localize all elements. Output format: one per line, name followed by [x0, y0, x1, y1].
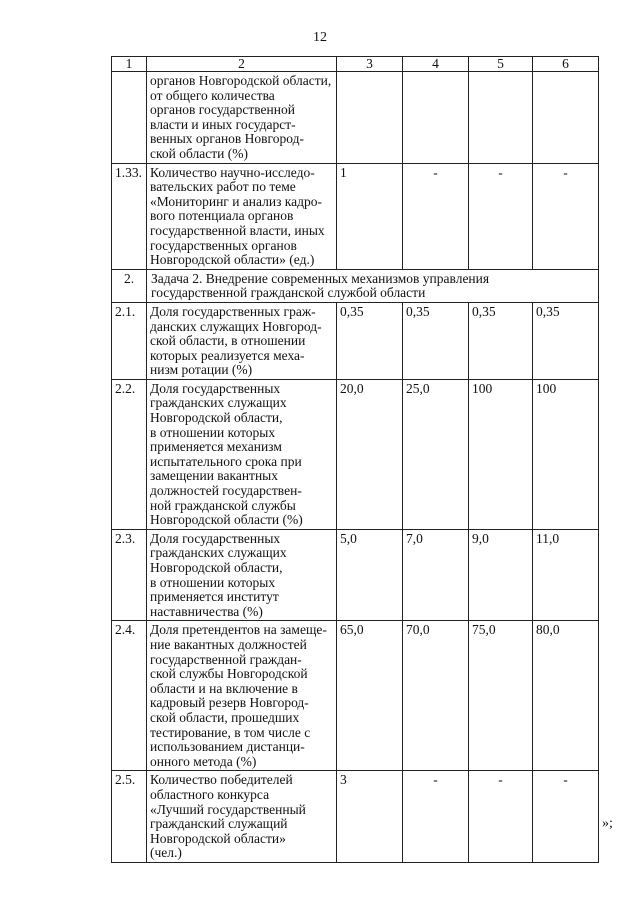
- description-line: в отношении которых: [150, 574, 276, 590]
- description-line: Новгородской области» (ед.): [150, 252, 315, 268]
- table-header-row: [112, 57, 599, 72]
- value-cell: -: [533, 163, 599, 269]
- value-cell: [533, 72, 599, 164]
- value-cell: 20,0: [337, 379, 403, 529]
- value-cell: -: [533, 771, 599, 863]
- closing-quote: »;: [602, 816, 613, 831]
- value-cell: 11,0: [533, 529, 599, 621]
- indicator-description: [147, 621, 337, 771]
- value-cell: [337, 72, 403, 164]
- description-line: органов государственной: [150, 102, 295, 118]
- description-line: должностей государствен-: [150, 483, 302, 499]
- table-row: [112, 302, 599, 379]
- description-line: Количество победителей: [150, 772, 293, 788]
- value-cell: 5,0: [337, 529, 403, 621]
- value-cell: 80,0: [533, 621, 599, 771]
- indicator-description: [147, 72, 337, 164]
- task-title: [147, 269, 599, 302]
- column-number-cell: 3: [337, 57, 403, 72]
- value-cell: 100: [469, 379, 533, 529]
- description-line: венных органов Новгород-: [150, 131, 304, 147]
- description-line: гражданских служащих: [150, 395, 287, 411]
- description-line: замещении вакантных: [150, 468, 278, 484]
- description-line: Доля государственных граж-: [150, 303, 316, 319]
- column-number-cell: 6: [533, 57, 599, 72]
- value-cell: [403, 72, 469, 164]
- description-line: применяется институт: [150, 589, 279, 605]
- description-line: ной гражданской службы: [150, 497, 296, 513]
- description-line: в отношении которых: [150, 424, 276, 440]
- description-line: от общего количества: [150, 87, 275, 103]
- task-title-line: государственной гражданской службой области: [151, 285, 426, 301]
- value-cell: 70,0: [403, 621, 469, 771]
- table-row: [112, 771, 599, 863]
- value-cell: [469, 72, 533, 164]
- table-row: [112, 529, 599, 621]
- table-row: [112, 72, 599, 164]
- task-title-line: Задача 2. Внедрение современных механизмов управления: [151, 270, 490, 286]
- description-line: использованием дистанци-: [150, 739, 305, 755]
- description-line: «Мониторинг и анализ кадро-: [150, 193, 323, 209]
- value-cell: -: [469, 771, 533, 863]
- description-line: Доля государственных: [150, 380, 281, 396]
- row-number-cell: [112, 72, 147, 164]
- description-line: Доля претендентов на замеще-: [150, 622, 327, 638]
- row-number-cell: 2.5.: [112, 771, 147, 863]
- description-line: «Лучший государственный: [150, 801, 306, 817]
- description-line: онного метода (%): [150, 753, 257, 769]
- value-cell: 25,0: [403, 379, 469, 529]
- column-number-cell: 4: [403, 57, 469, 72]
- column-number-cell: 5: [469, 57, 533, 72]
- description-line: испытательного срока при: [150, 453, 302, 469]
- indicator-description: [147, 771, 337, 863]
- description-line: государственной власти, иных: [150, 222, 325, 238]
- table-row: [112, 163, 599, 269]
- value-cell: -: [403, 771, 469, 863]
- value-cell: 7,0: [403, 529, 469, 621]
- value-cell: 65,0: [337, 621, 403, 771]
- description-line: органов Новгородской области,: [150, 73, 332, 88]
- description-line: Количество научно-исследо-: [150, 164, 315, 180]
- description-line: гражданских служащих: [150, 545, 287, 561]
- column-number-cell: 2: [147, 57, 337, 72]
- description-line: государственных органов: [150, 237, 297, 253]
- description-line: Новгородской области (%): [150, 512, 303, 528]
- description-line: низм ротации (%): [150, 362, 253, 378]
- value-cell: 75,0: [469, 621, 533, 771]
- table-row: [112, 621, 599, 771]
- indicator-description: [147, 163, 337, 269]
- description-line: власти и иных государст-: [150, 116, 296, 132]
- description-line: Новгородской области»: [150, 830, 286, 846]
- description-line: ние вакантных должностей: [150, 637, 307, 653]
- row-number-cell: 1.33.: [112, 163, 147, 269]
- indicator-description: [147, 302, 337, 379]
- description-line: вательских работ по теме: [150, 179, 296, 195]
- page-number: 12: [313, 30, 327, 45]
- table-row: [112, 379, 599, 529]
- value-cell: -: [403, 163, 469, 269]
- indicator-description: [147, 529, 337, 621]
- value-cell: 0,35: [533, 302, 599, 379]
- description-line: ской области, в отношении: [150, 333, 306, 349]
- value-cell: 1: [337, 163, 403, 269]
- value-cell: 0,35: [469, 302, 533, 379]
- row-number-cell: 2.4.: [112, 621, 147, 771]
- description-line: Новгородской области,: [150, 560, 283, 576]
- description-line: Новгородской области,: [150, 410, 283, 426]
- description-line: вого потенциала органов: [150, 208, 294, 224]
- indicator-description: [147, 379, 337, 529]
- task-row: [112, 269, 599, 302]
- row-number-cell: 2.2.: [112, 379, 147, 529]
- description-line: гражданский служащий: [150, 816, 288, 832]
- description-line: кадровый резерв Новгород-: [150, 695, 309, 711]
- value-cell: 9,0: [469, 529, 533, 621]
- value-cell: 100: [533, 379, 599, 529]
- description-line: ской службы Новгородской: [150, 666, 308, 682]
- description-line: применяется механизм: [150, 439, 282, 455]
- description-line: которых реализуется меха-: [150, 347, 305, 363]
- row-number-cell: 2.3.: [112, 529, 147, 621]
- description-line: ской области (%): [150, 145, 248, 161]
- description-line: (чел.): [150, 845, 182, 861]
- description-line: областного конкурса: [150, 787, 270, 803]
- value-cell: -: [469, 163, 533, 269]
- column-number-cell: 1: [112, 57, 147, 72]
- description-line: Доля государственных: [150, 530, 281, 546]
- value-cell: 3: [337, 771, 403, 863]
- value-cell: 0,35: [337, 302, 403, 379]
- description-line: тестирование, в том числе с: [150, 724, 311, 740]
- row-number-cell: 2.1.: [112, 302, 147, 379]
- description-line: наставничества (%): [150, 603, 263, 619]
- task-number-cell: 2.: [112, 269, 147, 302]
- description-line: государственной граждан-: [150, 651, 302, 667]
- description-line: данских служащих Новгород-: [150, 318, 322, 334]
- description-line: ской области, прошедших: [150, 710, 300, 725]
- value-cell: 0,35: [403, 302, 469, 379]
- indicators-table: [111, 56, 599, 863]
- description-line: области и на включение в: [150, 680, 298, 696]
